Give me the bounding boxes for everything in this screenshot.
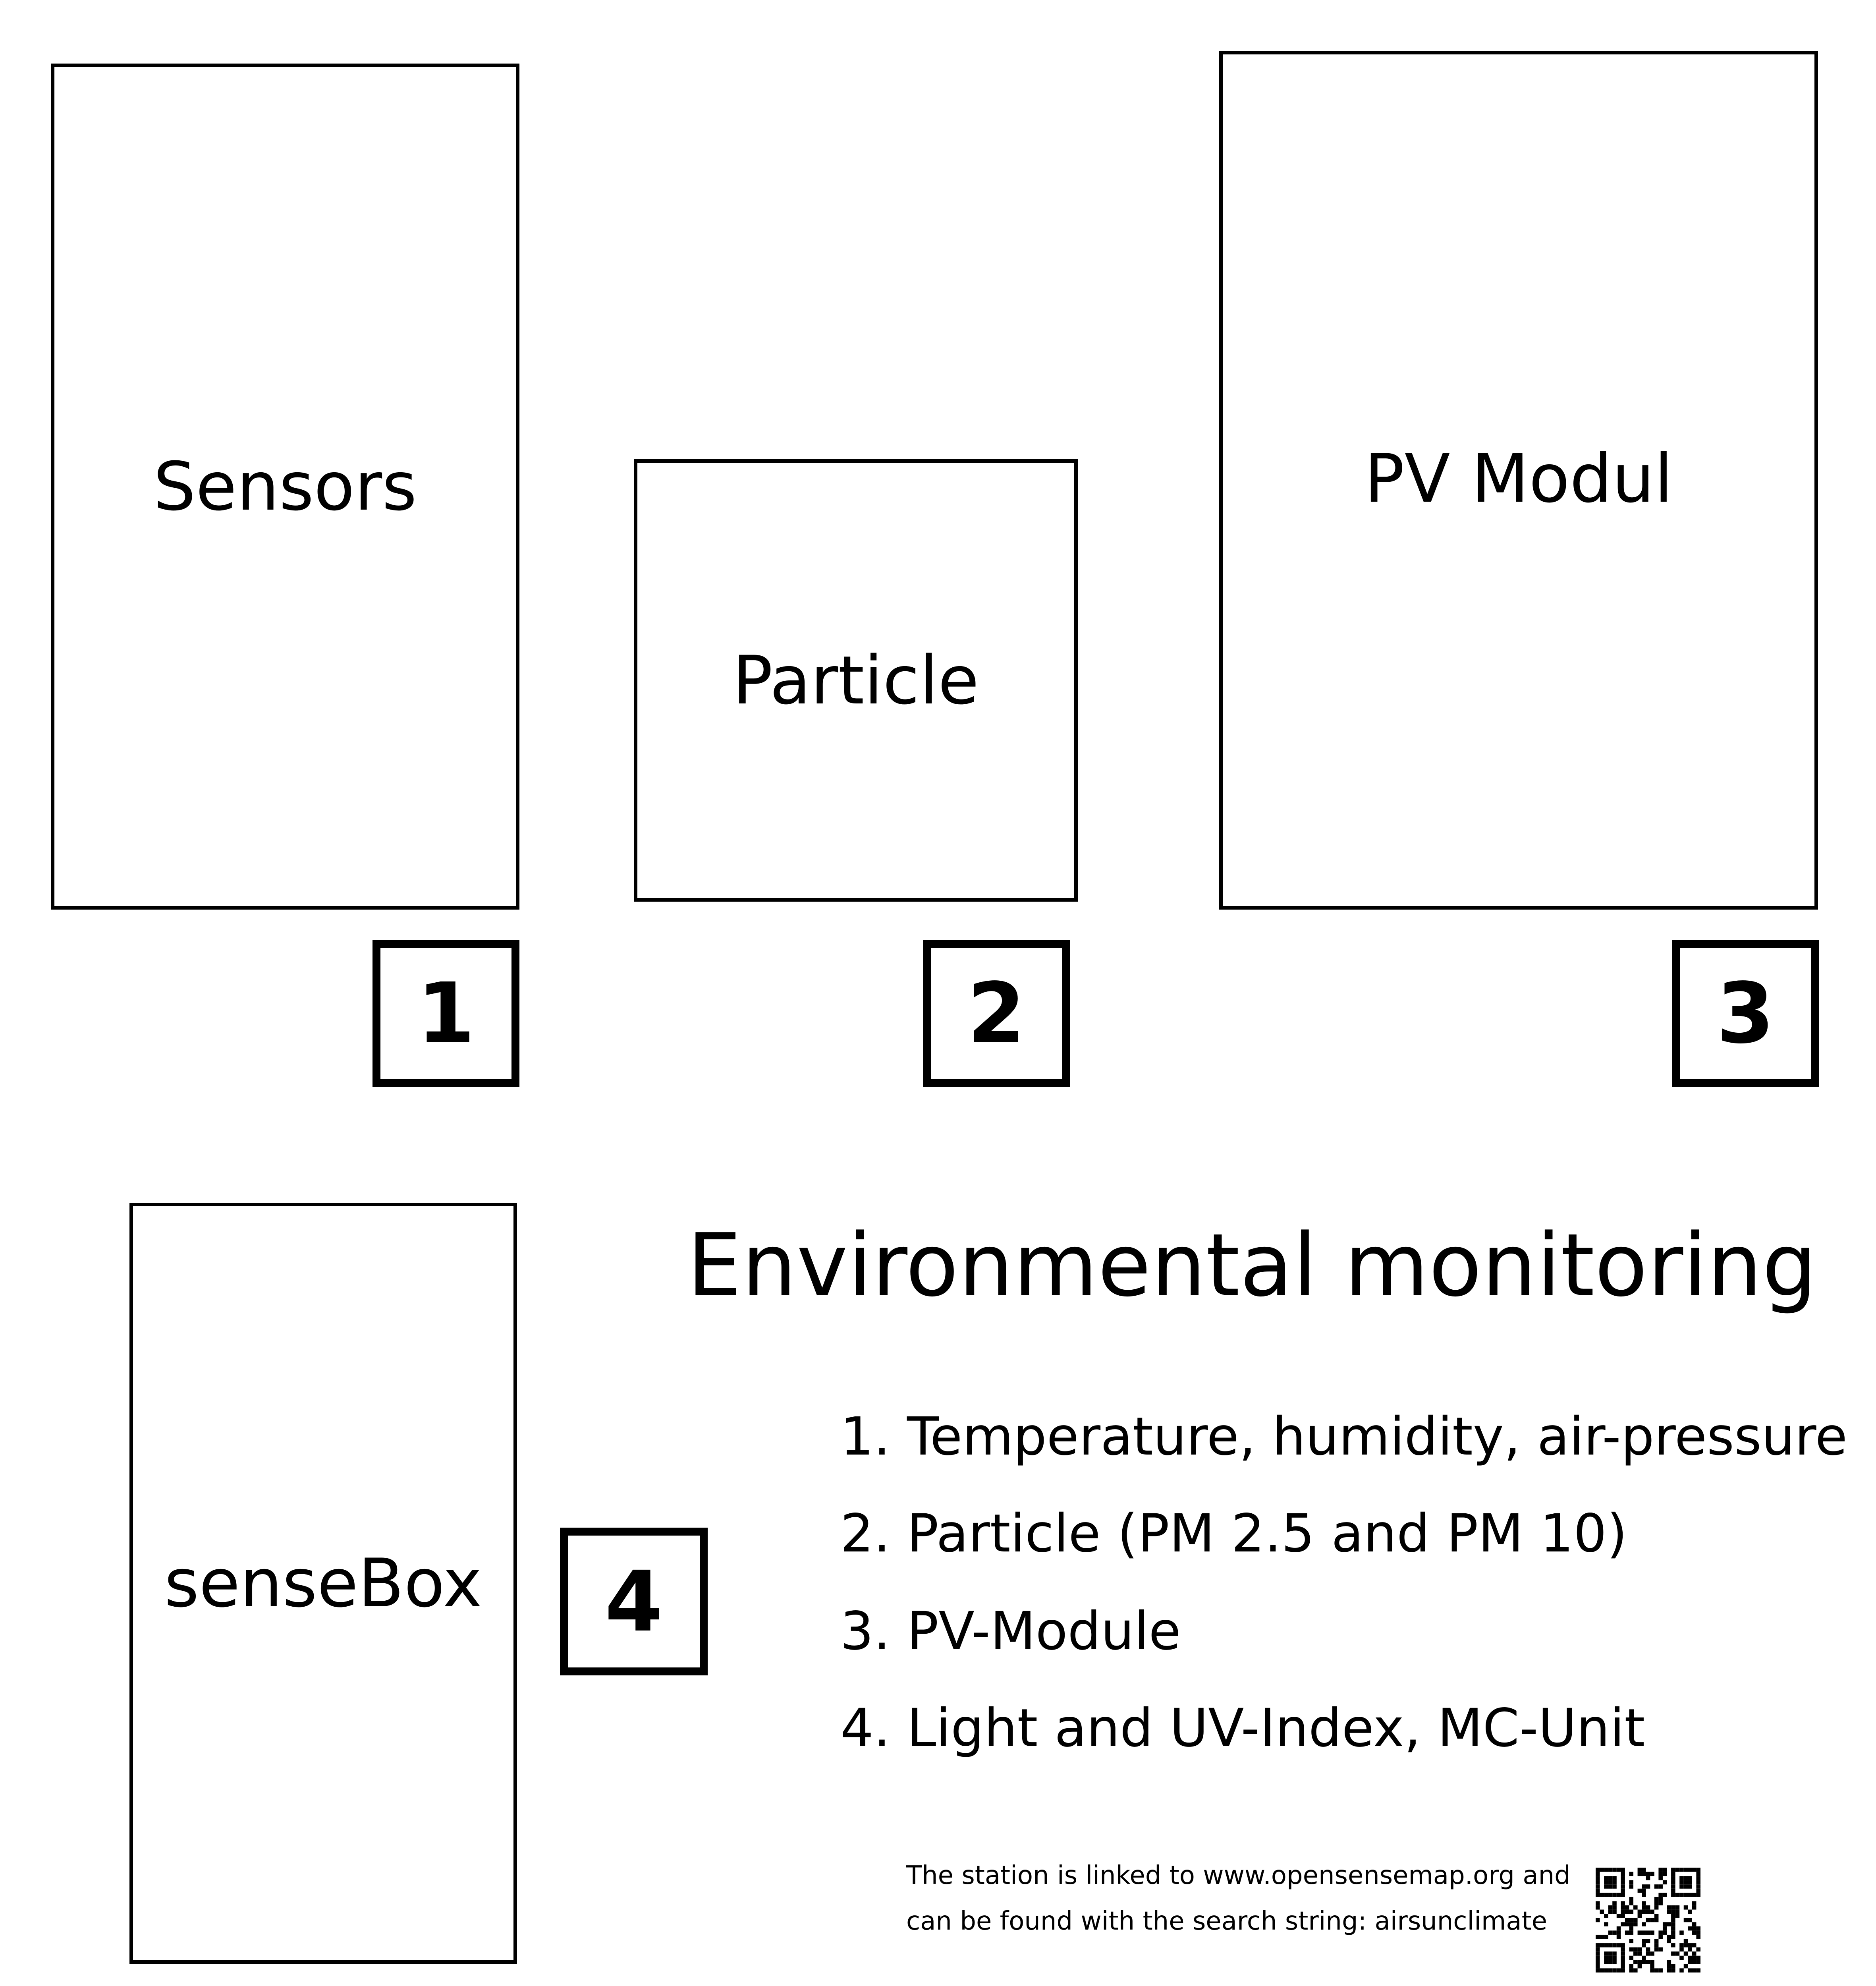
list-item-3: 3. PV-Module [840, 1601, 1181, 1662]
link-note-line-1: The station is linked to www.opensensemap.org and [906, 1861, 1571, 1890]
link-note-line-2: can be found with the search string: airsunclimate [906, 1907, 1548, 1936]
list-item-2: 2. Particle (PM 2.5 and PM 10) [840, 1503, 1627, 1564]
number-2: 2 [967, 964, 1026, 1062]
sensors-box [51, 64, 519, 910]
particle-label: Particle [732, 641, 979, 719]
sensebox-label: senseBox [164, 1544, 483, 1622]
number-box-2 [923, 940, 1070, 1087]
number-box-3 [1672, 940, 1819, 1087]
pv-module-box [1219, 51, 1818, 910]
number-3: 3 [1716, 964, 1775, 1062]
particle-box [634, 459, 1078, 902]
number-1: 1 [417, 964, 475, 1062]
sensebox-box [129, 1203, 517, 1964]
list-item-4: 4. Light and UV-Index, MC-Unit [840, 1698, 1645, 1759]
pv-module-label: PV Modul [1364, 440, 1673, 518]
list-item-1: 1. Temperature, humidity, air-pressure [840, 1406, 1847, 1467]
sensors-label: Sensors [153, 448, 417, 525]
page-heading: Environmental monitoring [687, 1215, 1817, 1316]
number-box-1 [372, 940, 519, 1087]
number-box-4 [560, 1528, 708, 1675]
qr-code-small[interactable] [1596, 1868, 1700, 1972]
number-4: 4 [604, 1553, 663, 1650]
